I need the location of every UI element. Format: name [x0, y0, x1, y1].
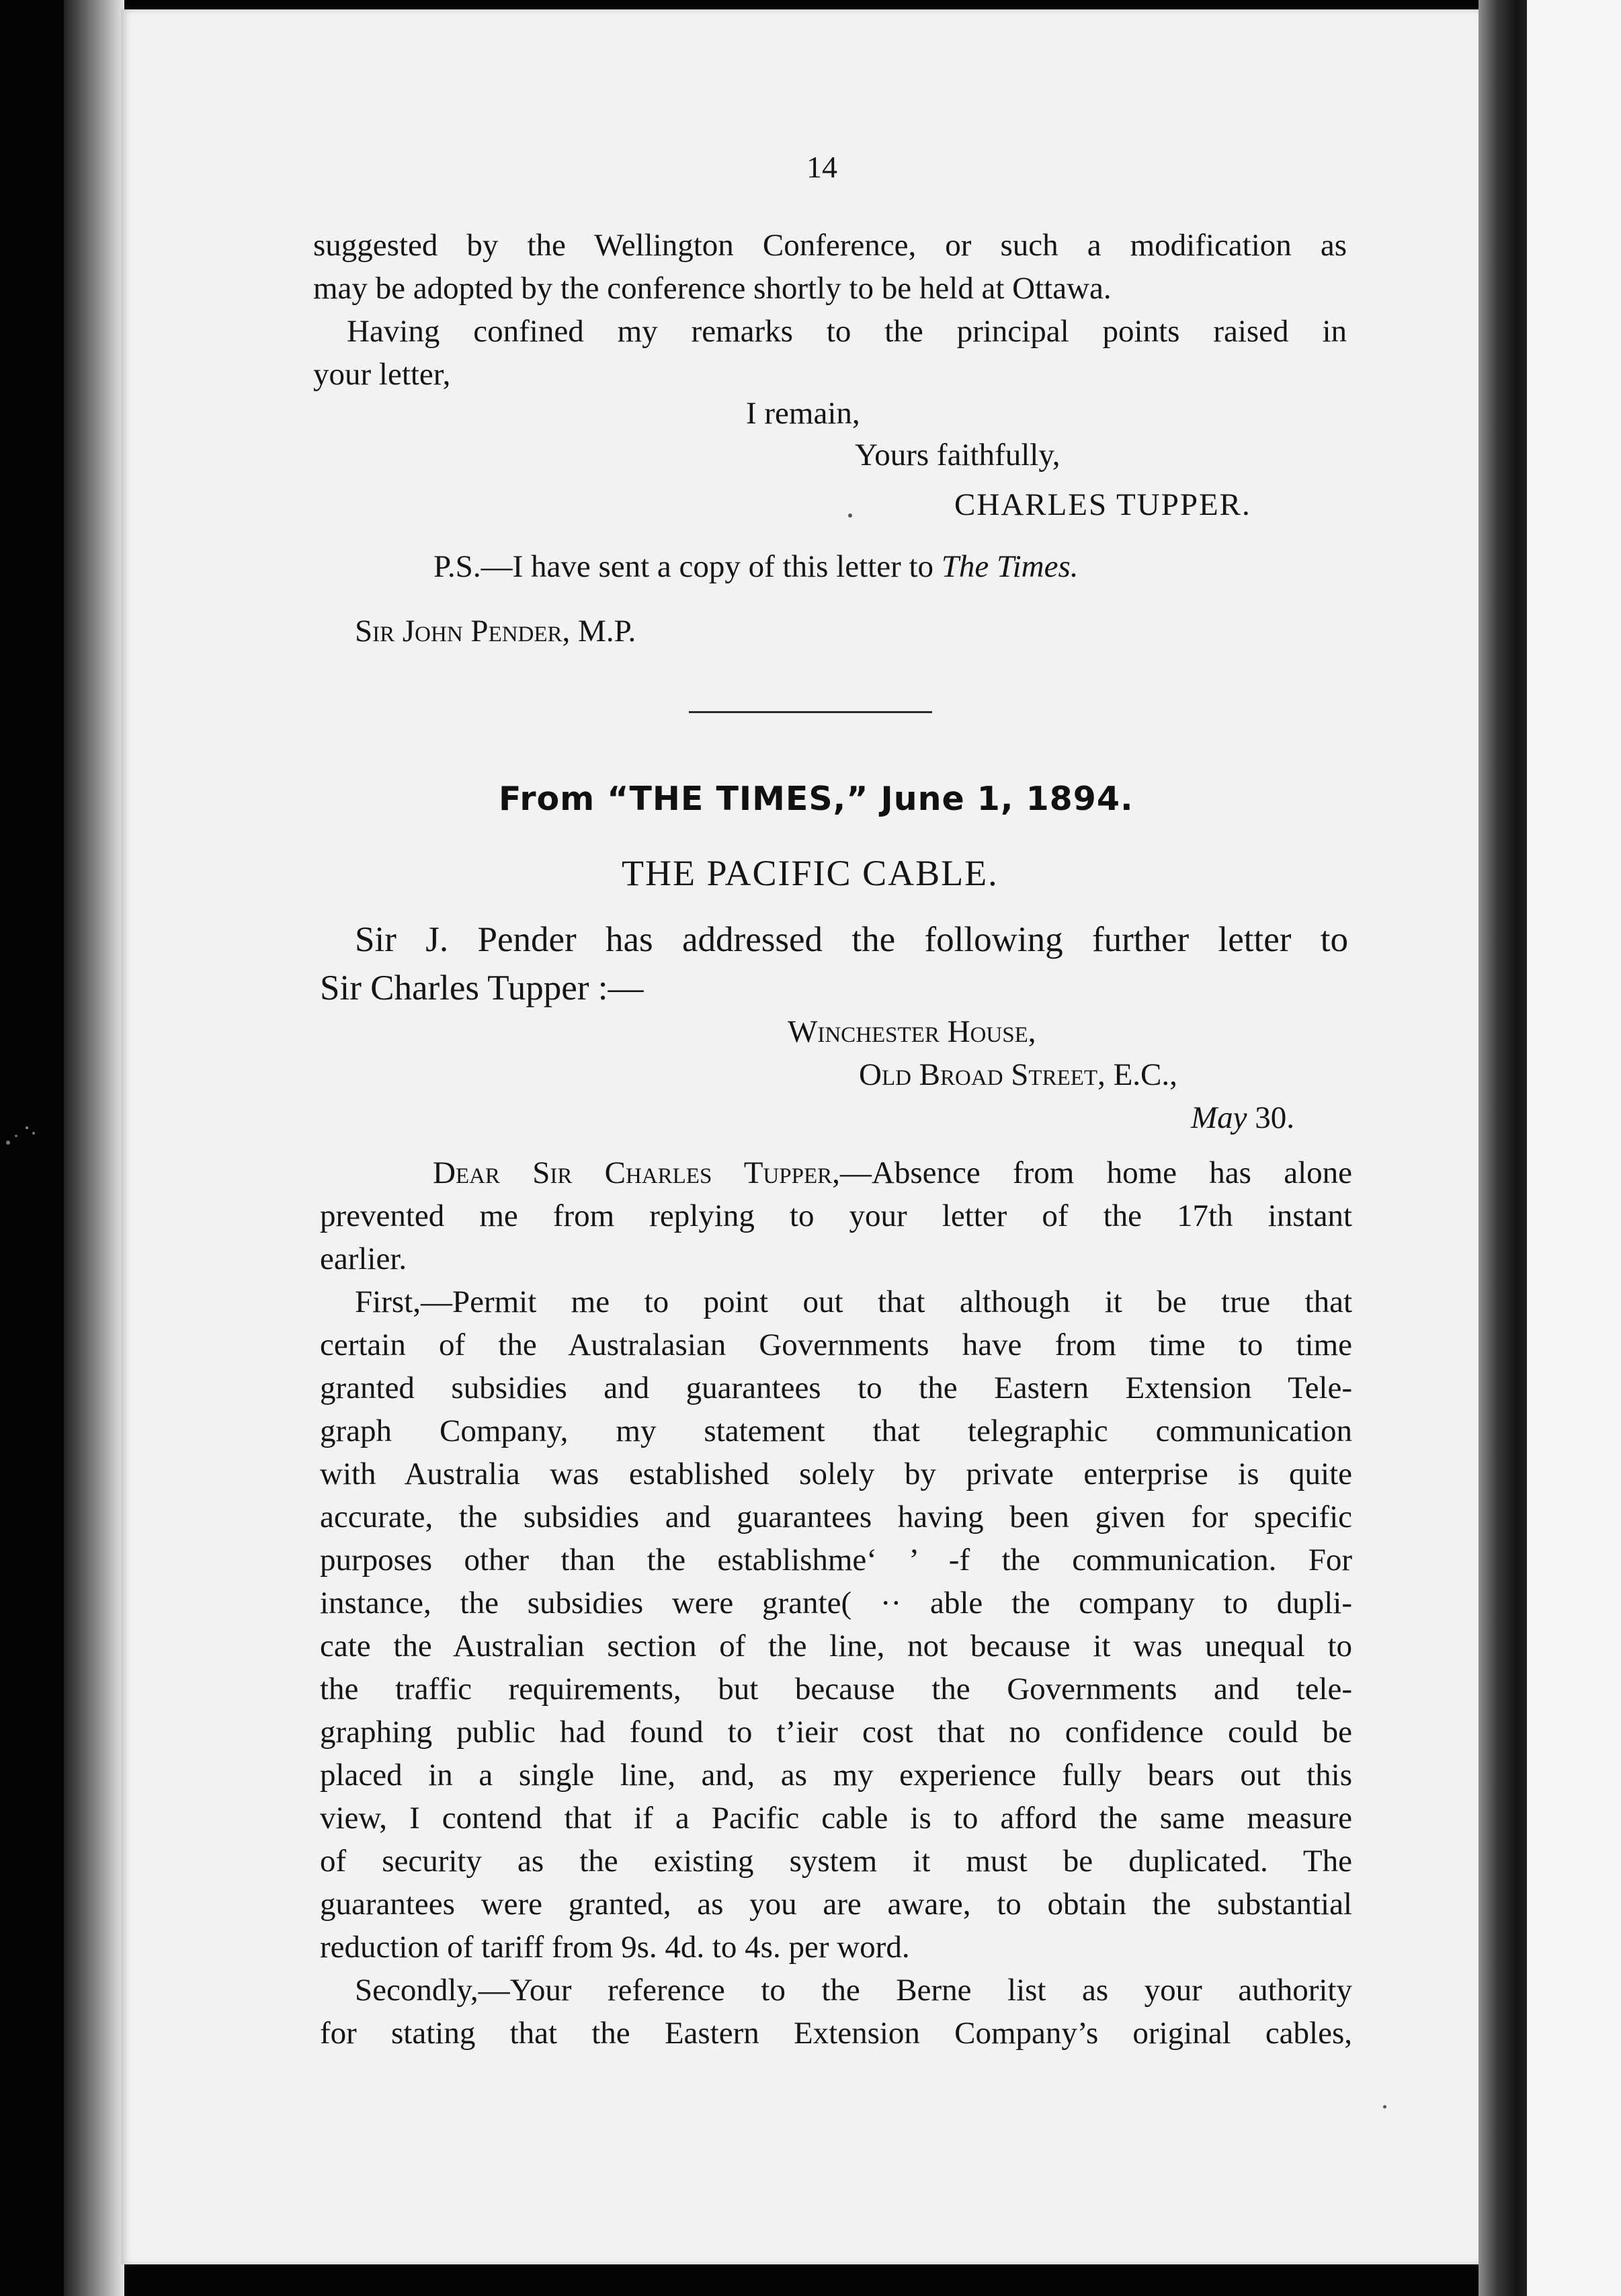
- postscript-text: P.S.—I have sent a copy of this letter to: [433, 549, 942, 584]
- body-line: your letter,: [313, 357, 451, 392]
- body-line: guarantees were granted, as you are aware, to obtain the substantial: [320, 1887, 1352, 1922]
- body-line: purposes other than the establishme‘ ’ ‑f the communication. For: [320, 1543, 1352, 1577]
- body-line: graphing public had found to t’ieir cost that no confidence could be: [320, 1715, 1352, 1750]
- body-line: certain of the Australasian Governments have from time to time: [320, 1327, 1352, 1362]
- body-line: placed in a single line, and, as my experience fully bears out this: [320, 1758, 1352, 1793]
- body-line: instance, the subsidies were grante( ·· able the company to dupli-: [320, 1586, 1352, 1621]
- body-line: reduction of tariff from 9s. 4d. to 4s. per word.: [320, 1930, 910, 1965]
- page-number: 14: [806, 150, 837, 184]
- body-line: view, I contend that if a Pacific cable is to afford the same measure: [320, 1801, 1352, 1836]
- ink-speck: [848, 514, 852, 518]
- closing-line: I remain,: [746, 396, 860, 431]
- address-line: Old Broad Street, E.C.,: [859, 1057, 1177, 1092]
- body-line: graph Company, my statement that telegraphic communication: [320, 1413, 1352, 1448]
- body-line: Having confined my remarks to the principal points raised in: [347, 314, 1347, 349]
- address-line: Winchester House,: [788, 1014, 1036, 1049]
- article-title: THE PACIFIC CABLE.: [622, 853, 999, 893]
- publication-name: The Times.: [941, 549, 1079, 584]
- date-line: [1191, 1100, 1294, 1136]
- body-line: may be adopted by the conference shortly to be held at Ottawa.: [313, 271, 1112, 306]
- body-line: granted subsidies and guarantees to the Eastern Extension Tele-: [320, 1370, 1352, 1405]
- source-heading: From “THE TIMES,” June 1, 1894.: [499, 780, 1134, 818]
- signature: CHARLES TUPPER.: [954, 487, 1251, 522]
- body-line: cate the Australian section of the line, not because it was unequal to: [320, 1629, 1352, 1664]
- intro-line: Sir J. Pender has addressed the following further letter to: [355, 920, 1348, 959]
- date-day: 30.: [1247, 1100, 1295, 1135]
- body-line: with Australia was established solely by private enterprise is quite: [320, 1457, 1352, 1491]
- valediction-line: Yours faithfully,: [855, 438, 1061, 473]
- book-spine-shadow: [1479, 0, 1532, 2296]
- body-line: earlier.: [320, 1241, 407, 1276]
- addressee-line: Sir John Pender, M.P.: [355, 614, 636, 649]
- body-line: the traffic requirements, but because the Governments and tele-: [320, 1672, 1352, 1707]
- ink-speck: [1383, 2105, 1386, 2108]
- book-left-edge: [64, 0, 124, 2296]
- body-line: prevented me from replying to your letter of the 17th instant: [320, 1198, 1352, 1233]
- body-line: First,—Permit me to point out that although it be true that: [355, 1284, 1352, 1319]
- intro-line: Sir Charles Tupper :—: [320, 969, 644, 1008]
- salutation-continuation: —Absence from home has alone: [839, 1155, 1353, 1190]
- body-line: [433, 1155, 1352, 1191]
- date-month: May: [1191, 1100, 1247, 1135]
- section-divider: [689, 711, 932, 713]
- body-line: accurate, the subsidies and guarantees having been given for specific: [320, 1500, 1352, 1534]
- postscript-line: [433, 548, 1079, 585]
- body-line: Secondly,—Your reference to the Berne list as your authority: [355, 1973, 1352, 2008]
- scan-specks: [0, 1116, 47, 1170]
- salutation: Dear Sir Charles Tupper,: [433, 1155, 840, 1190]
- body-line: of security as the existing system it must be duplicated. The: [320, 1844, 1352, 1879]
- facing-page-edge: [1527, 0, 1621, 2296]
- body-line: for stating that the Eastern Extension Company’s original cables,: [320, 2016, 1352, 2051]
- body-line: suggested by the Wellington Conference, or such a modification as: [313, 228, 1347, 263]
